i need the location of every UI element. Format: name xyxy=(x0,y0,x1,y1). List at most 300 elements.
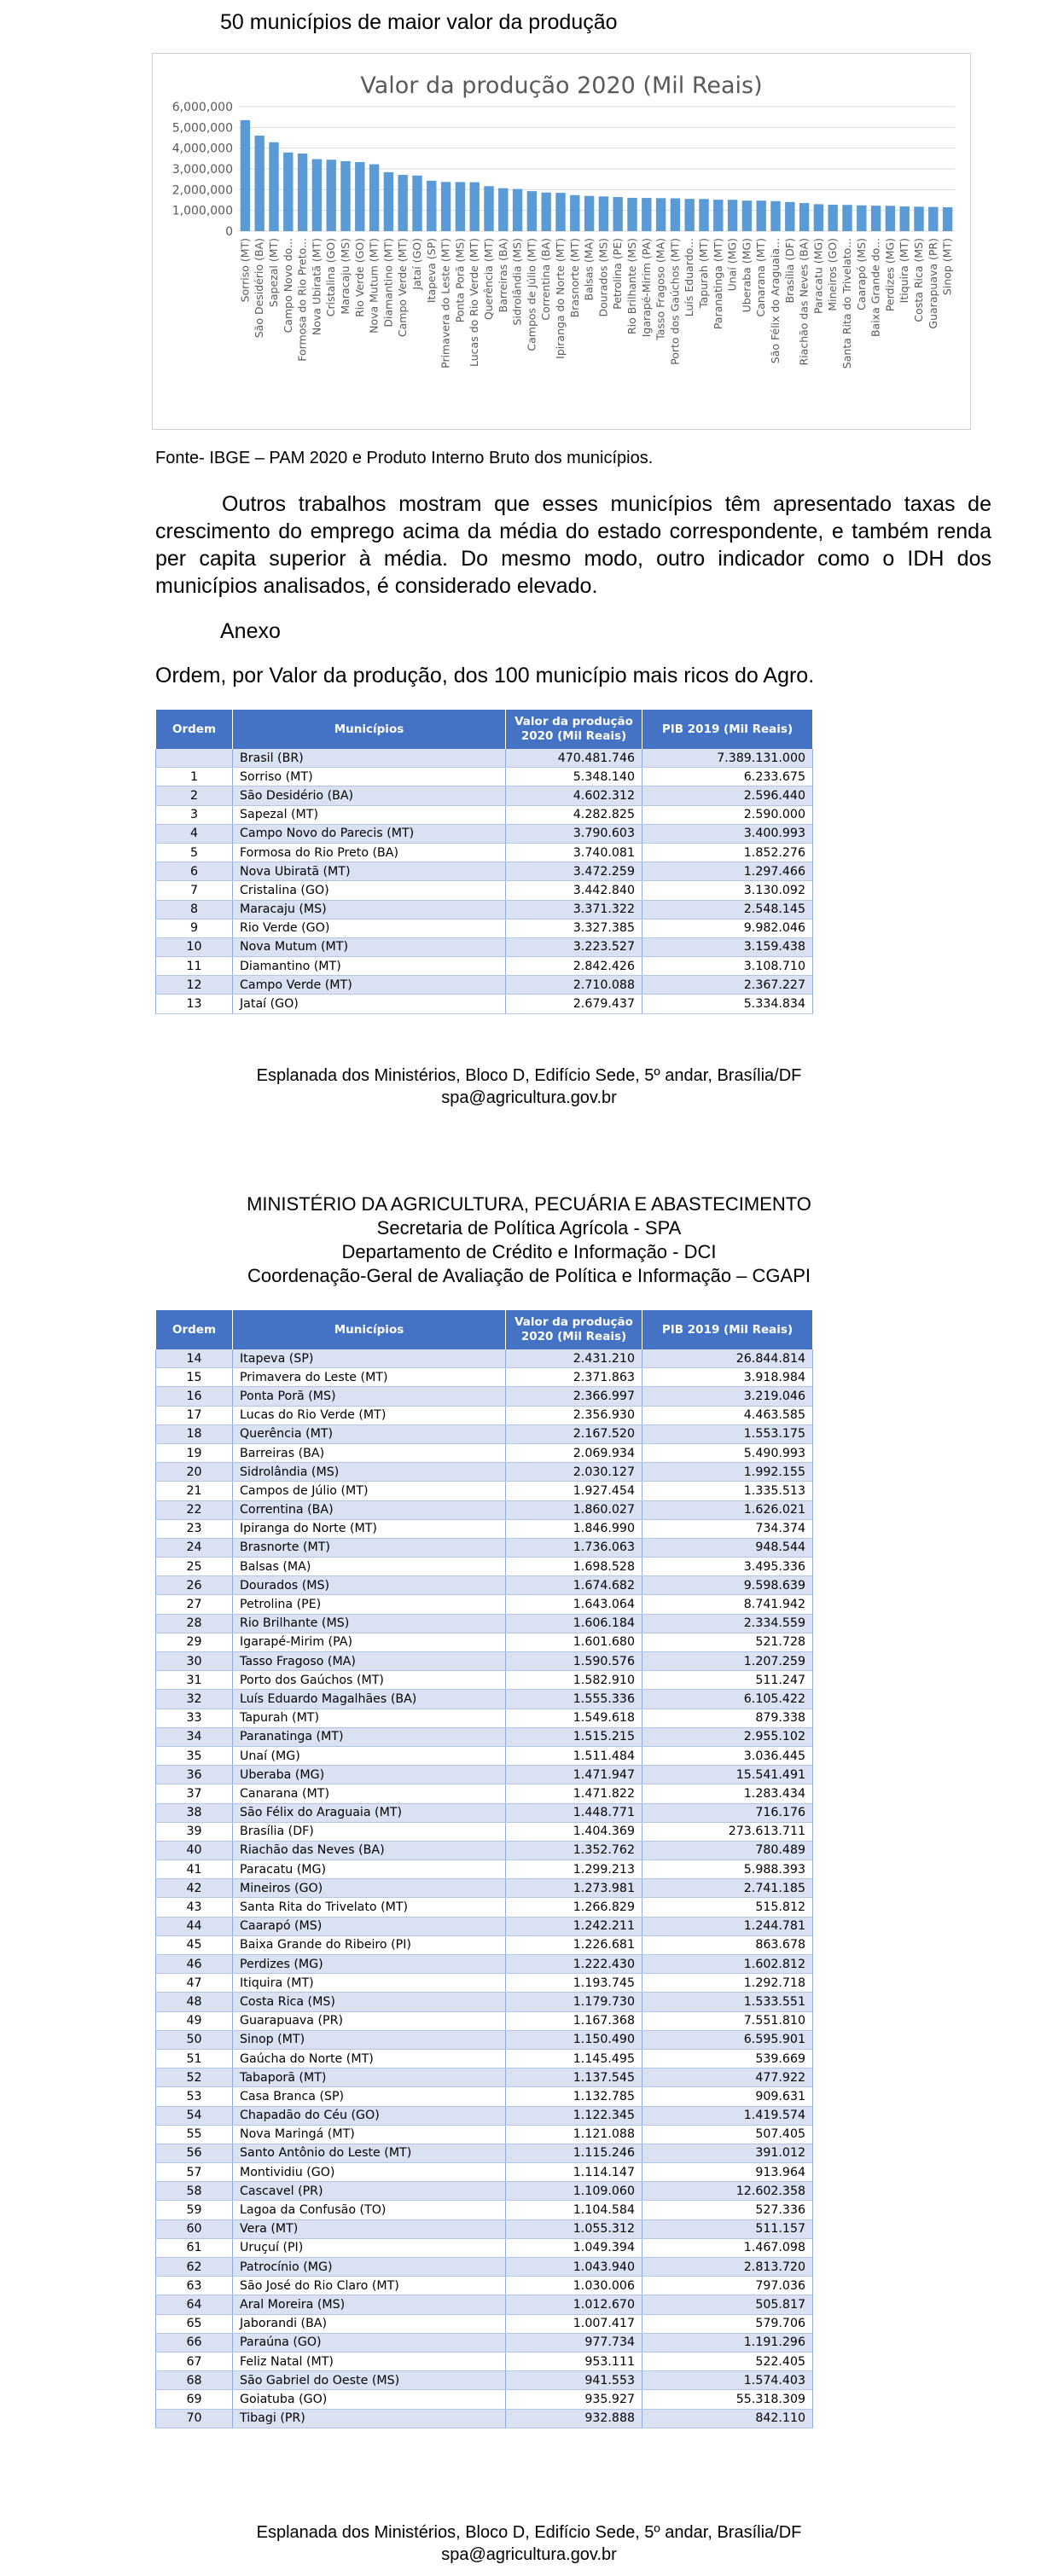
cell-municipio: Sapezal (MT) xyxy=(233,805,506,824)
cell-valor: 953.111 xyxy=(506,2352,642,2370)
x-tick-label: Diamantino (MT) xyxy=(381,238,395,328)
x-tick-label: Brasília (DF) xyxy=(782,238,796,304)
cell-ordem: 12 xyxy=(156,976,233,995)
cell-municipio: Lucas do Rio Verde (MT) xyxy=(233,1406,506,1424)
cell-ordem: 70 xyxy=(156,2409,233,2428)
x-tick-label: Caarapó (MS) xyxy=(854,238,868,310)
table-row xyxy=(156,1519,813,1538)
cell-municipio: Tasso Fragoso (MA) xyxy=(233,1652,506,1671)
ministry-name: MINISTÉRIO DA AGRICULTURA, PECUÁRIA E ABASTECIMENTO xyxy=(247,1193,811,1215)
cell-ordem: 19 xyxy=(156,1443,233,1462)
cell-pib: 55.318.309 xyxy=(642,2390,813,2409)
cell-municipio: Paranatinga (MT) xyxy=(233,1727,506,1746)
cell-pib: 1.297.466 xyxy=(642,862,813,881)
y-tick-label: 6,000,000 xyxy=(171,101,233,114)
bar xyxy=(312,160,322,231)
cell-municipio: Nova Mutum (MT) xyxy=(233,937,506,956)
x-tick-label: Uberaba (MG) xyxy=(740,238,753,313)
header-municipios: Municípios xyxy=(233,710,506,749)
cell-pib: 7.551.810 xyxy=(642,2011,813,2030)
cell-valor: 1.193.745 xyxy=(506,1974,642,1993)
bar xyxy=(384,172,393,231)
bar xyxy=(469,183,479,231)
cell-ordem: 52 xyxy=(156,2068,233,2087)
cell-municipio: Montividiu (GO) xyxy=(233,2163,506,2182)
cell-valor: 1.860.027 xyxy=(506,1500,642,1519)
x-tick-label: Ponta Porã (MS) xyxy=(453,238,467,323)
bar xyxy=(943,207,952,231)
cell-valor: 2.710.088 xyxy=(506,976,642,995)
table-row xyxy=(156,1349,813,1368)
cell-pib: 797.036 xyxy=(642,2277,813,2295)
cell-ordem: 54 xyxy=(156,2106,233,2125)
y-tick-label: 4,000,000 xyxy=(171,142,233,156)
footer-address: Esplanada dos Ministérios, Bloco D, Edifício Sede, 5º andar, Brasília/DF xyxy=(256,2523,802,2542)
cell-municipio: Brasnorte (MT) xyxy=(233,1538,506,1557)
cell-municipio: Mineiros (GO) xyxy=(233,1879,506,1898)
cell-pib: 521.728 xyxy=(642,1633,813,1651)
table-row xyxy=(156,1690,813,1709)
bar xyxy=(627,198,637,231)
cell-municipio: Tibagi (PR) xyxy=(233,2409,506,2428)
cell-valor: 1.846.990 xyxy=(506,1519,642,1538)
cell-pib: 8.741.942 xyxy=(642,1595,813,1614)
table-row xyxy=(156,2371,813,2390)
cell-pib: 6.595.901 xyxy=(642,2030,813,2049)
y-tick-label: 0 xyxy=(225,225,233,239)
bar xyxy=(456,182,465,231)
cell-ordem: 25 xyxy=(156,1558,233,1576)
table-row xyxy=(156,1558,813,1576)
cell-valor: 1.299.213 xyxy=(506,1860,642,1879)
table-row xyxy=(156,2106,813,2125)
table-row xyxy=(156,1993,813,2011)
cell-valor: 1.448.771 xyxy=(506,1803,642,1822)
cell-municipio: Uruçuí (PI) xyxy=(233,2238,506,2257)
cell-municipio: Primavera do Leste (MT) xyxy=(233,1368,506,1387)
cell-pib: 3.159.438 xyxy=(642,937,813,956)
cell-ordem: 33 xyxy=(156,1709,233,1727)
cell-valor: 2.167.520 xyxy=(506,1424,642,1443)
cell-pib: 579.706 xyxy=(642,2314,813,2333)
cell-ordem: 63 xyxy=(156,2277,233,2295)
cell-ordem: 67 xyxy=(156,2352,233,2370)
table-row xyxy=(156,2314,813,2333)
table-row xyxy=(156,1917,813,1935)
cell-valor: 3.472.259 xyxy=(506,862,642,881)
cell-municipio: Ponta Porã (MS) xyxy=(233,1387,506,1406)
cell-valor: 1.109.060 xyxy=(506,2182,642,2201)
x-tick-label: Porto dos Gaúchos (MT) xyxy=(668,238,682,365)
cell-ordem: 30 xyxy=(156,1652,233,1671)
table-row xyxy=(156,2295,813,2314)
cell-pib: 734.374 xyxy=(642,1519,813,1538)
x-tick-label: Ipiranga do Norte (MT) xyxy=(554,238,567,359)
cell-pib: 3.108.710 xyxy=(642,957,813,976)
cell-pib: 909.631 xyxy=(642,2087,813,2106)
table-row xyxy=(156,2390,813,2409)
cell-ordem: 36 xyxy=(156,1766,233,1784)
x-tick-label: Querência (MT) xyxy=(482,238,495,321)
cell-ordem: 18 xyxy=(156,1424,233,1443)
bar xyxy=(498,189,508,231)
cell-municipio: Vera (MT) xyxy=(233,2219,506,2238)
cell-pib: 1.553.175 xyxy=(642,1424,813,1443)
cell-municipio: Unaí (MG) xyxy=(233,1746,506,1765)
y-tick-label: 5,000,000 xyxy=(171,121,233,136)
table-row xyxy=(156,2011,813,2030)
x-tick-label: Itiquira (MT) xyxy=(898,238,911,304)
cell-municipio: Nova Ubiratã (MT) xyxy=(233,862,506,881)
cell-valor: 941.553 xyxy=(506,2371,642,2390)
cell-ordem: 66 xyxy=(156,2333,233,2352)
cell-ordem: 20 xyxy=(156,1463,233,1482)
cell-ordem: 7 xyxy=(156,881,233,900)
cell-ordem: 4 xyxy=(156,824,233,843)
table-header-row xyxy=(156,710,813,749)
cell-pib: 6.233.675 xyxy=(642,768,813,786)
cell-pib: 515.812 xyxy=(642,1898,813,1917)
chart-title: Valor da produção 2020 (Mil Reais) xyxy=(360,73,763,99)
table-row xyxy=(156,2163,813,2182)
x-tick-label: Rio Verde (GO) xyxy=(352,238,366,317)
cell-pib: 1.191.296 xyxy=(642,2333,813,2352)
cell-municipio: Sinop (MT) xyxy=(233,2030,506,2049)
table-row xyxy=(156,1841,813,1859)
footer-email: spa@agricultura.gov.br xyxy=(441,1088,617,1107)
cell-ordem: 1 xyxy=(156,768,233,786)
table-row xyxy=(156,1974,813,1993)
cell-pib: 716.176 xyxy=(642,1803,813,1822)
cell-pib: 391.012 xyxy=(642,2144,813,2162)
table-row xyxy=(156,768,813,786)
cell-valor: 1.404.369 xyxy=(506,1822,642,1841)
header-municipios: Municípios xyxy=(233,1310,506,1349)
cell-ordem: 56 xyxy=(156,2144,233,2162)
cell-ordem: 46 xyxy=(156,1955,233,1974)
x-tick-label: Mineiros (GO) xyxy=(826,238,840,311)
cell-municipio: Campo Verde (MT) xyxy=(233,976,506,995)
cell-valor: 1.115.246 xyxy=(506,2144,642,2162)
bar xyxy=(326,160,335,231)
bar xyxy=(828,205,837,231)
cell-municipio: Correntina (BA) xyxy=(233,1500,506,1519)
cell-municipio: Baixa Grande do Ribeiro (PI) xyxy=(233,1935,506,1954)
cell-pib: 511.247 xyxy=(642,1671,813,1690)
table-row xyxy=(156,1614,813,1633)
header-valor-line2: 2020 (Mil Reais) xyxy=(520,729,627,743)
cell-pib: 948.544 xyxy=(642,1538,813,1557)
cell-pib: 3.219.046 xyxy=(642,1387,813,1406)
cell-pib: 3.495.336 xyxy=(642,1558,813,1576)
x-tick-label: Sidrolândia (MS) xyxy=(510,238,524,326)
bar xyxy=(369,165,379,231)
x-tick-label: Costa Rica (MS) xyxy=(912,238,925,322)
x-tick-label: Jataí (GO) xyxy=(410,238,423,290)
cell-municipio: Ipiranga do Norte (MT) xyxy=(233,1519,506,1538)
x-tick-label: Canarana (MT) xyxy=(754,238,768,317)
y-tick-label: 1,000,000 xyxy=(171,204,233,218)
x-tick-label: Unaí (MG) xyxy=(725,238,739,292)
cell-ordem: 11 xyxy=(156,957,233,976)
cell-ordem: 2 xyxy=(156,786,233,805)
x-tick-label: Santa Rita do Trivelato... xyxy=(840,238,853,369)
cell-municipio: Santa Rita do Trivelato (MT) xyxy=(233,1898,506,1917)
cell-valor: 2.030.127 xyxy=(506,1463,642,1482)
cell-municipio: Cristalina (GO) xyxy=(233,881,506,900)
cell-ordem: 8 xyxy=(156,900,233,919)
bar xyxy=(412,176,421,231)
table-row xyxy=(156,2333,813,2352)
cell-ordem: 55 xyxy=(156,2125,233,2144)
cell-valor: 1.590.576 xyxy=(506,1652,642,1671)
bar xyxy=(513,189,522,231)
cell-valor: 1.043.940 xyxy=(506,2258,642,2277)
cell-valor: 1.114.147 xyxy=(506,2163,642,2182)
x-tick-label: Campo Verde (MT) xyxy=(396,238,410,338)
table-row xyxy=(156,1766,813,1784)
bar xyxy=(441,182,451,231)
table-row xyxy=(156,919,813,937)
bar xyxy=(254,136,264,231)
cell-municipio: Brasil (BR) xyxy=(233,749,506,768)
table-2-body xyxy=(156,1349,813,2428)
table-row xyxy=(156,1709,813,1727)
cell-valor: 3.223.527 xyxy=(506,937,642,956)
cell-pib: 9.982.046 xyxy=(642,919,813,937)
y-tick-label: 3,000,000 xyxy=(171,163,233,177)
cell-municipio: Tabaporã (MT) xyxy=(233,2068,506,2087)
cell-municipio: Querência (MT) xyxy=(233,1424,506,1443)
cell-valor: 1.511.484 xyxy=(506,1746,642,1765)
cell-ordem: 45 xyxy=(156,1935,233,1954)
bar xyxy=(871,206,881,231)
bar xyxy=(799,203,809,231)
cell-ordem: 58 xyxy=(156,2182,233,2201)
cell-pib: 1.467.098 xyxy=(642,2238,813,2257)
cell-pib: 2.596.440 xyxy=(642,786,813,805)
bar xyxy=(742,200,752,231)
cell-ordem: 40 xyxy=(156,1841,233,1859)
cell-pib: 2.741.185 xyxy=(642,1879,813,1898)
x-tick-label: Tasso Fragoso (MA) xyxy=(654,238,667,340)
header-valor-line1: Valor da produção xyxy=(514,715,633,728)
table-row xyxy=(156,1822,813,1841)
cell-pib: 2.590.000 xyxy=(642,805,813,824)
cell-municipio: Dourados (MS) xyxy=(233,1576,506,1595)
table-row xyxy=(156,1387,813,1406)
cell-valor: 1.007.417 xyxy=(506,2314,642,2333)
cell-pib: 879.338 xyxy=(642,1709,813,1727)
x-tick-label: Maracaju (MS) xyxy=(339,238,352,315)
bar xyxy=(427,181,436,231)
table-row xyxy=(156,2409,813,2428)
cell-ordem: 31 xyxy=(156,1671,233,1690)
header-valor xyxy=(506,710,642,749)
x-tick-label: Nova Mutum (MT) xyxy=(367,238,381,334)
table-row xyxy=(156,1406,813,1424)
bar xyxy=(699,199,708,231)
cell-municipio: Santo Antônio do Leste (MT) xyxy=(233,2144,506,2162)
cell-ordem: 68 xyxy=(156,2371,233,2390)
bar xyxy=(584,196,594,231)
cell-valor: 1.226.681 xyxy=(506,1935,642,1954)
cell-pib: 2.813.720 xyxy=(642,2258,813,2277)
cell-valor: 1.055.312 xyxy=(506,2219,642,2238)
x-tick-label: Riachão das Neves (BA) xyxy=(797,238,811,366)
bar xyxy=(613,197,622,231)
bar xyxy=(484,186,493,231)
cell-pib: 780.489 xyxy=(642,1841,813,1859)
cell-ordem: 5 xyxy=(156,843,233,862)
table-row xyxy=(156,1803,813,1822)
table-row xyxy=(156,786,813,805)
cell-valor: 1.555.336 xyxy=(506,1690,642,1709)
table-row xyxy=(156,1879,813,1898)
bar xyxy=(684,199,694,231)
x-tick-label: Perdizes (MG) xyxy=(883,238,897,312)
cell-valor: 935.927 xyxy=(506,2390,642,2409)
cell-municipio: Sidrolândia (MS) xyxy=(233,1463,506,1482)
cell-ordem: 39 xyxy=(156,1822,233,1841)
cell-ordem: 60 xyxy=(156,2219,233,2238)
header-ordem: Ordem xyxy=(156,710,233,749)
table-row xyxy=(156,1671,813,1690)
cell-pib: 2.955.102 xyxy=(642,1727,813,1746)
cell-ordem: 43 xyxy=(156,1898,233,1917)
section-heading: 50 municípios de maior valor da produção xyxy=(220,10,618,34)
cell-valor: 3.327.385 xyxy=(506,919,642,937)
table-row xyxy=(156,2277,813,2295)
cell-ordem: 41 xyxy=(156,1860,233,1879)
table-row xyxy=(156,1935,813,1954)
bar xyxy=(283,153,293,231)
cell-municipio: Campos de Júlio (MT) xyxy=(233,1482,506,1500)
cell-valor: 1.601.680 xyxy=(506,1633,642,1651)
department-name: Departamento de Crédito e Informação - DCI xyxy=(341,1241,717,1262)
bar xyxy=(642,198,651,231)
bar xyxy=(269,142,278,231)
cell-valor: 1.242.211 xyxy=(506,1917,642,1935)
table-row xyxy=(156,1727,813,1746)
cell-valor: 932.888 xyxy=(506,2409,642,2428)
bar xyxy=(886,206,895,231)
x-tick-label: Sinop (MT) xyxy=(940,238,954,296)
table-row xyxy=(156,824,813,843)
cell-ordem: 21 xyxy=(156,1482,233,1500)
bar xyxy=(656,198,666,231)
cell-ordem: 23 xyxy=(156,1519,233,1538)
table-row xyxy=(156,1955,813,1974)
x-tick-label: Petrolina (PE) xyxy=(611,238,625,310)
table-row xyxy=(156,1424,813,1443)
table-row xyxy=(156,862,813,881)
cell-valor: 977.734 xyxy=(506,2333,642,2352)
cell-ordem: 44 xyxy=(156,1917,233,1935)
cell-ordem: 27 xyxy=(156,1595,233,1614)
table-row xyxy=(156,937,813,956)
cell-valor: 1.273.981 xyxy=(506,1879,642,1898)
cell-valor: 3.371.322 xyxy=(506,900,642,919)
footer-email: spa@agricultura.gov.br xyxy=(441,2545,617,2564)
cell-valor: 1.582.910 xyxy=(506,1671,642,1690)
cell-ordem: 50 xyxy=(156,2030,233,2049)
cell-valor: 1.167.368 xyxy=(506,2011,642,2030)
x-tick-label: Itapeva (SP) xyxy=(424,238,438,304)
table-row xyxy=(156,1595,813,1614)
cell-valor: 1.121.088 xyxy=(506,2125,642,2144)
cell-municipio: Feliz Natal (MT) xyxy=(233,2352,506,2370)
cell-municipio: Itiquira (MT) xyxy=(233,1974,506,1993)
bar xyxy=(814,204,823,231)
cell-municipio: Balsas (MA) xyxy=(233,1558,506,1576)
cell-ordem: 22 xyxy=(156,1500,233,1519)
cell-pib: 5.490.993 xyxy=(642,1443,813,1462)
cell-municipio: Barreiras (BA) xyxy=(233,1443,506,1462)
table-row xyxy=(156,1500,813,1519)
cell-municipio: Rio Verde (GO) xyxy=(233,919,506,937)
cell-pib: 1.992.155 xyxy=(642,1463,813,1482)
table-row xyxy=(156,1443,813,1462)
cell-municipio: Paraúna (GO) xyxy=(233,2333,506,2352)
cell-pib: 511.157 xyxy=(642,2219,813,2238)
cell-municipio: São José do Rio Claro (MT) xyxy=(233,2277,506,2295)
table-row xyxy=(156,2087,813,2106)
cell-valor: 3.790.603 xyxy=(506,824,642,843)
table-header-row xyxy=(156,1310,813,1349)
table-row xyxy=(156,2352,813,2370)
cell-pib: 3.918.984 xyxy=(642,1368,813,1387)
table-row xyxy=(156,1368,813,1387)
bar xyxy=(541,193,550,231)
cell-municipio: Petrolina (PE) xyxy=(233,1595,506,1614)
cell-pib: 26.844.814 xyxy=(642,1349,813,1368)
x-tick-label: Barreiras (BA) xyxy=(496,238,509,313)
bar xyxy=(713,200,723,231)
bar xyxy=(914,206,923,231)
cell-valor: 1.674.682 xyxy=(506,1576,642,1595)
cell-valor: 1.606.184 xyxy=(506,1614,642,1633)
cell-pib: 2.548.145 xyxy=(642,900,813,919)
cell-municipio: Gaúcha do Norte (MT) xyxy=(233,2049,506,2068)
cell-ordem: 59 xyxy=(156,2201,233,2219)
cell-pib: 7.389.131.000 xyxy=(642,749,813,768)
bar xyxy=(298,154,307,231)
cell-municipio: Diamantino (MT) xyxy=(233,957,506,976)
cell-ordem: 3 xyxy=(156,805,233,824)
cell-pib: 12.602.358 xyxy=(642,2182,813,2201)
annex-label: Anexo xyxy=(220,619,281,643)
x-tick-label: Brasnorte (MT) xyxy=(567,238,581,318)
x-tick-label: Guarapuava (PR) xyxy=(926,238,939,329)
cell-valor: 2.356.930 xyxy=(506,1406,642,1424)
cell-ordem: 57 xyxy=(156,2163,233,2182)
cell-valor: 1.266.829 xyxy=(506,1898,642,1917)
table-row xyxy=(156,2182,813,2201)
cell-pib: 1.335.513 xyxy=(642,1482,813,1500)
table-row xyxy=(156,957,813,976)
bar xyxy=(671,198,680,231)
cell-ordem: 65 xyxy=(156,2314,233,2333)
cell-municipio: Jataí (GO) xyxy=(233,995,506,1013)
x-tick-label: Tapurah (MT) xyxy=(697,238,710,308)
bar xyxy=(785,202,794,231)
cell-municipio: Riachão das Neves (BA) xyxy=(233,1841,506,1859)
x-tick-label: Nova Ubiratã (MT) xyxy=(310,238,323,336)
x-tick-label: Dourados (MS) xyxy=(596,238,610,317)
cell-ordem: 35 xyxy=(156,1746,233,1765)
cell-valor: 1.549.618 xyxy=(506,1709,642,1727)
